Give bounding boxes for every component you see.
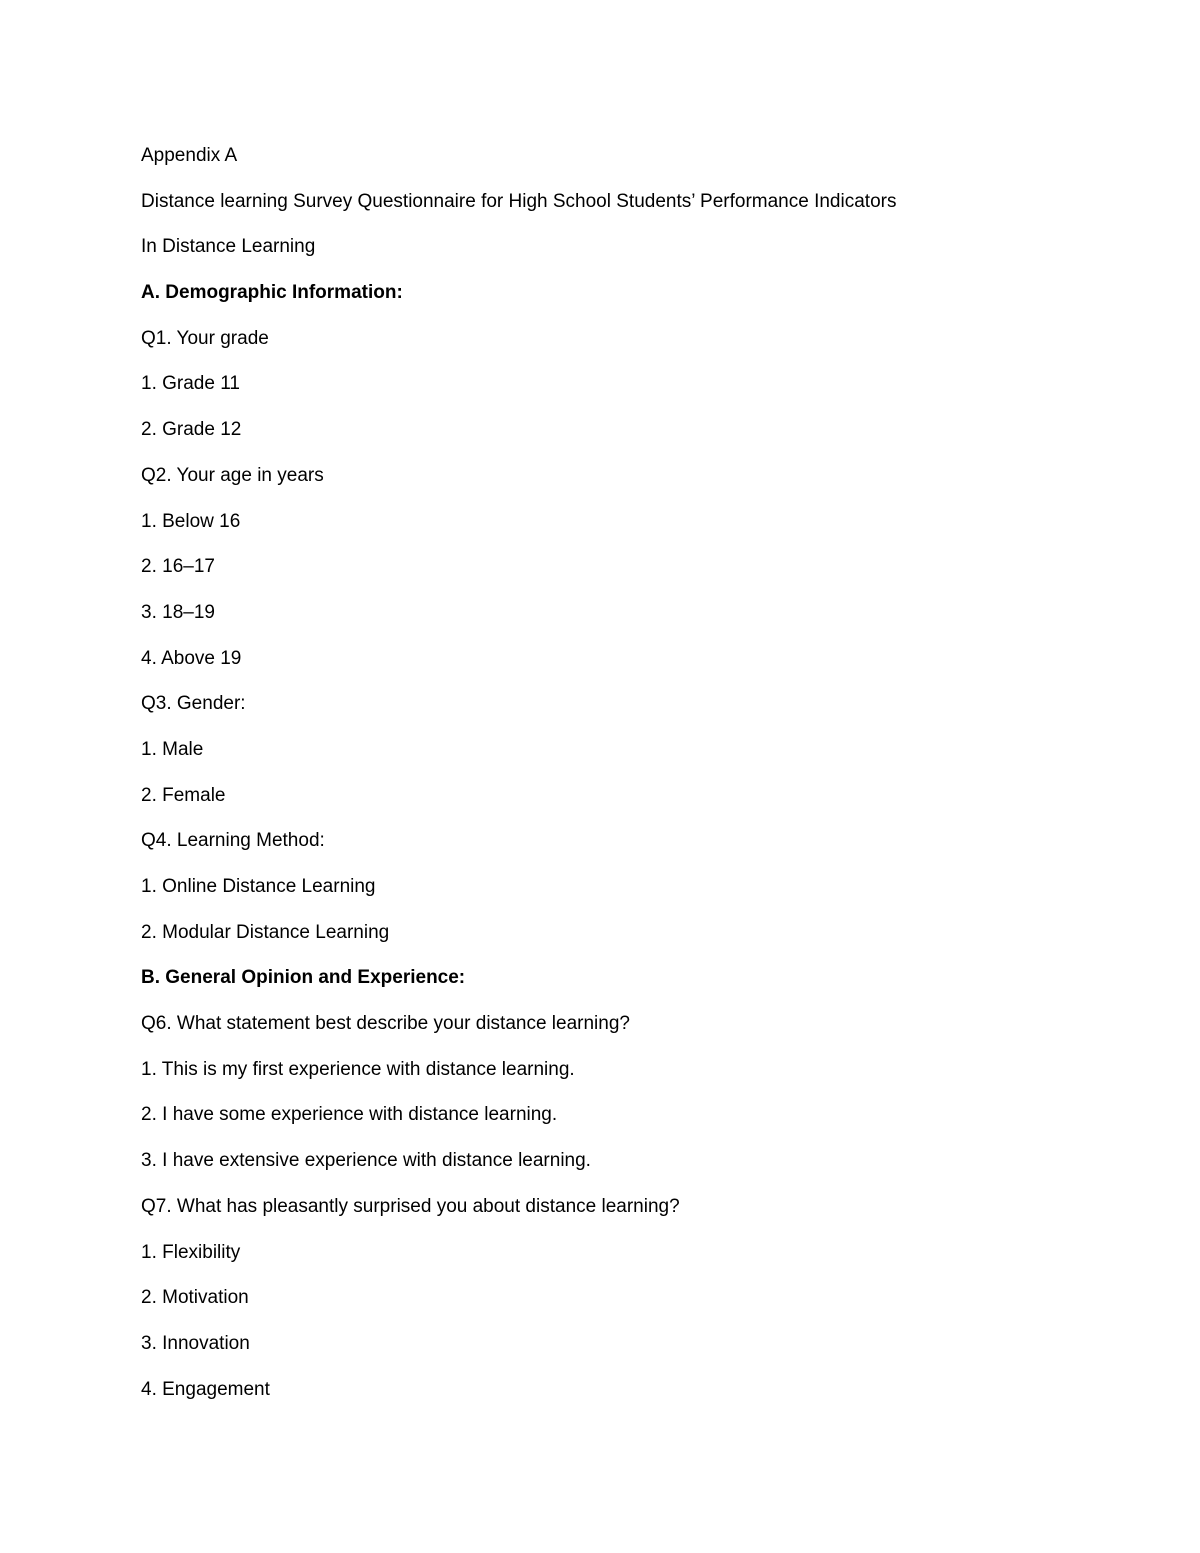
option-number: 2. bbox=[141, 556, 157, 578]
question-number: Q6. bbox=[141, 1013, 172, 1035]
option-number: 4. bbox=[141, 647, 157, 669]
q6-option-1 bbox=[141, 1057, 1101, 1103]
option-number: 2. bbox=[141, 1287, 157, 1309]
option-number: 1. bbox=[141, 1241, 157, 1263]
q2-option-3 bbox=[141, 600, 1101, 646]
question-q6 bbox=[141, 1011, 1101, 1057]
q2-option-2 bbox=[141, 554, 1101, 600]
question-number: Q1. bbox=[141, 327, 172, 349]
option-number: 2. bbox=[141, 921, 157, 943]
option-number: 2. bbox=[141, 784, 157, 806]
question-text: Learning Method: bbox=[171, 830, 325, 852]
q1-option-1 bbox=[141, 371, 1101, 417]
q1-option-2 bbox=[141, 417, 1101, 463]
option-text: Engagement bbox=[156, 1378, 270, 1400]
question-q3 bbox=[141, 691, 1101, 737]
q6-option-3 bbox=[141, 1148, 1101, 1194]
q2-option-4 bbox=[141, 646, 1101, 692]
option-number: 3. bbox=[141, 1332, 157, 1354]
option-text: Modular Distance Learning bbox=[156, 921, 390, 943]
option-text: Grade 11 bbox=[156, 373, 240, 395]
option-text: Female bbox=[156, 784, 226, 806]
option-number: 1. bbox=[141, 1058, 157, 1080]
option-text: Innovation bbox=[156, 1332, 250, 1354]
option-number: 1. bbox=[141, 510, 157, 532]
option-number: 2. bbox=[141, 1104, 157, 1126]
option-text: Below 16 bbox=[156, 510, 241, 532]
option-number: 4. bbox=[141, 1378, 157, 1400]
question-text: Gender: bbox=[171, 693, 246, 715]
question-text: Your grade bbox=[171, 327, 269, 349]
option-text: Above 19 bbox=[156, 647, 242, 669]
question-q4 bbox=[141, 828, 1101, 874]
q3-option-1 bbox=[141, 737, 1101, 783]
q2-option-1 bbox=[141, 509, 1101, 555]
option-text: 18–19 bbox=[156, 601, 215, 623]
option-number: 3. bbox=[141, 1150, 157, 1172]
question-text: Your age in years bbox=[171, 464, 324, 486]
section-b-heading: B. General Opinion and Experience: bbox=[141, 967, 466, 989]
survey-subtitle: In Distance Learning bbox=[141, 236, 316, 258]
option-number: 1. bbox=[141, 738, 157, 760]
survey-title: Distance learning Survey Questionnaire for High School Students’ Performance Indicators bbox=[141, 190, 897, 212]
question-text: What has pleasantly surprised you about distance learning? bbox=[171, 1195, 680, 1217]
option-text: Online Distance Learning bbox=[156, 876, 376, 897]
q6-option-2 bbox=[141, 1102, 1101, 1148]
option-text: Flexibility bbox=[156, 1241, 241, 1263]
option-text: Male bbox=[156, 738, 204, 760]
question-number: Q3. bbox=[141, 693, 172, 715]
option-number: 1. bbox=[141, 876, 157, 897]
option-text: 16–17 bbox=[156, 556, 215, 578]
option-text: Grade 12 bbox=[156, 419, 242, 441]
q7-option-1 bbox=[141, 1240, 1101, 1286]
question-q7 bbox=[141, 1194, 1101, 1240]
option-number: 2. bbox=[141, 419, 157, 441]
q3-option-2 bbox=[141, 783, 1101, 829]
question-q1 bbox=[141, 326, 1101, 372]
option-text: Motivation bbox=[156, 1287, 249, 1309]
q7-option-2 bbox=[141, 1285, 1101, 1331]
section-a-heading: A. Demographic Information: bbox=[141, 282, 403, 304]
q4-option-1 bbox=[141, 874, 1101, 920]
q7-option-4 bbox=[141, 1377, 1101, 1423]
option-text: I have extensive experience with distance learning. bbox=[156, 1150, 591, 1172]
question-number: Q4. bbox=[141, 830, 172, 852]
question-number: Q2. bbox=[141, 464, 172, 486]
question-text: What statement best describe your distance learning? bbox=[171, 1013, 630, 1035]
q7-option-3 bbox=[141, 1331, 1101, 1377]
option-number: 1. bbox=[141, 373, 157, 395]
option-number: 3. bbox=[141, 601, 157, 623]
document-body bbox=[141, 143, 1101, 1422]
question-q2 bbox=[141, 463, 1101, 509]
q4-option-2 bbox=[141, 920, 1101, 966]
option-text: This is my first experience with distance learning. bbox=[156, 1058, 575, 1080]
option-text: I have some experience with distance learning. bbox=[156, 1104, 558, 1126]
question-number: Q7. bbox=[141, 1195, 172, 1217]
appendix-title: Appendix A bbox=[141, 145, 238, 166]
